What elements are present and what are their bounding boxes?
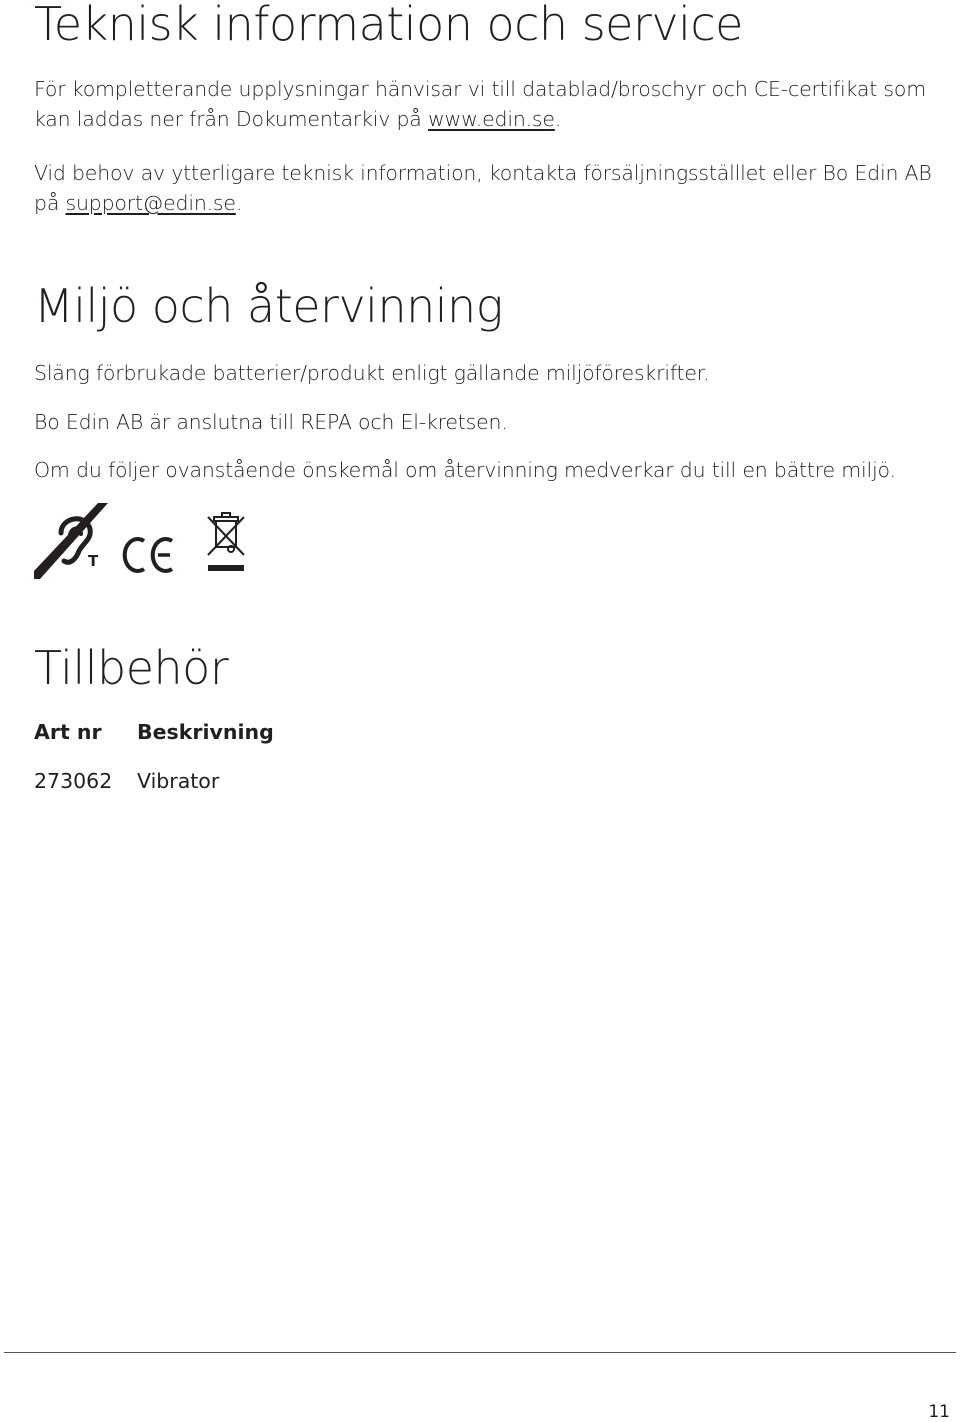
link-website[interactable]: www.edin.se [427, 107, 555, 131]
ce-mark-icon [125, 539, 172, 571]
env-line-repa: Bo Edin AB är anslutna till REPA och El-kretsen. [34, 410, 508, 434]
column-header-artnr: Art nr [34, 720, 102, 744]
weee-crossed-bin-icon [208, 513, 244, 571]
certification-icons [34, 503, 274, 583]
accessories-table [34, 717, 274, 796]
heading-accessories: Tillbehör [34, 641, 229, 695]
footer-divider [4, 1352, 956, 1353]
env-line-recycling: Om du följer ovanstående önskemål om återvinning medverkar du till en bättre miljö. [34, 458, 896, 482]
heading-technical-info: Teknisk information och service [34, 0, 743, 51]
cell-artnr: 273062 [34, 769, 113, 793]
heading-environment: Miljö och återvinning [34, 279, 503, 333]
env-line-batteries: Släng förbrukade batterier/produkt enligt gällande miljöföreskrifter. [34, 361, 710, 385]
paragraph-documentation: För kompletterande upplysningar hänvisar vi till datablad/broschyr och CE-certifikat som kan laddas ner från Dokumentarkiv på www.edin.se. [34, 77, 926, 131]
paragraph-support: Vid behov av ytterligare teknisk information, kontakta försäljningsställlet eller Bo Edin AB på support@edin.se. [34, 161, 932, 215]
table-row [34, 766, 274, 796]
table-header-row [34, 717, 274, 747]
link-support-email[interactable]: support@edin.se [65, 191, 236, 215]
column-header-description: Beskrivning [137, 720, 274, 744]
page-number: 11 [928, 1402, 950, 1422]
cell-description: Vibrator [137, 769, 220, 793]
hearing-loop-icon [34, 503, 108, 579]
hearing-loop-letter: T [88, 552, 99, 570]
